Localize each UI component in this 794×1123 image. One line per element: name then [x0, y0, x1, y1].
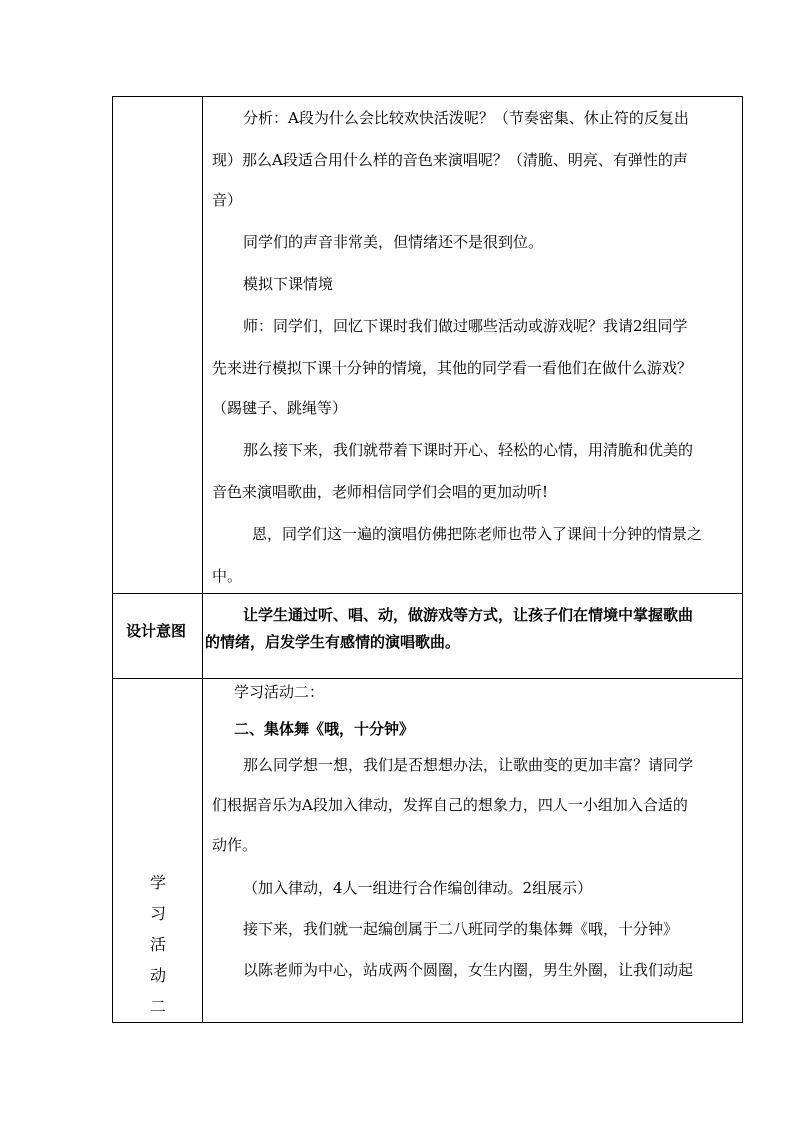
- activity-label-char-4: 动: [149, 966, 166, 985]
- row3-p3-line1: 接下来，我们就一起编创属于二八班同学的集体舞《哦，十分钟》: [243, 920, 679, 938]
- activity-label-char-5: 二: [149, 997, 166, 1016]
- row1-p5-line1: 那么接下来，我们就带着下课时开心、轻松的心情，用清脆和优美的: [243, 441, 694, 459]
- design-intent-label: 设计意图: [126, 622, 187, 640]
- activity-heading: 学习活动二：: [234, 683, 325, 701]
- row1-p1-line1: 分析：A段为什么会比较欢快活泼呢？（节奏密集、休止符的反复出: [243, 109, 689, 127]
- activity-subheading: 二、集体舞《哦，十分钟》: [234, 720, 415, 738]
- row1-p6-line2: 中。: [212, 567, 243, 585]
- activity-label-char-2: 习: [149, 904, 166, 923]
- row-divider-2: [112, 678, 743, 679]
- row3-p1-line2: 们根据音乐为A段加入律动，发挥自己的想象力，四人一小组加入合适的: [212, 796, 688, 814]
- row-divider-1: [112, 593, 743, 594]
- row1-p6-line1: 恩，同学们这一遍的演唱仿佛把陈老师也带入了课间十分钟的情景之: [252, 525, 703, 543]
- row1-p4-line2: 先来进行模拟下课十分钟的情境，其他的同学看一看他们在做什么游戏？: [212, 359, 693, 377]
- column-divider: [202, 96, 203, 1023]
- row1-p1-line3: 音）: [212, 191, 243, 209]
- design-intent-line2: 的情绪，启发学生有感情的演唱歌曲。: [205, 633, 461, 651]
- activity-label-char-3: 活: [149, 935, 166, 954]
- row1-p5-line2: 音色来演唱歌曲，老师相信同学们会唱的更加动听!: [212, 483, 549, 501]
- row1-p4-line3: （踢毽子、跳绳等）: [212, 399, 348, 417]
- row3-p1-line3: 动作。: [212, 836, 258, 854]
- row3-p1-line1: 那么同学想一想，我们是否想想办法，让歌曲变的更加丰富？请同学: [243, 756, 694, 774]
- design-intent-line1: 让学生通过听、唱、动，做游戏等方式，让孩子们在情境中掌握歌曲: [243, 606, 694, 624]
- row1-p3-line1: 模拟下课情境: [243, 275, 334, 293]
- row3-p2-line1: （加入律动，4人一组进行合作编创律动。2组展示）: [243, 879, 593, 897]
- row1-p4-line1: 师：同学们，回忆下课时我们做过哪些活动或游戏呢？我请2组同学: [243, 317, 688, 335]
- row1-p2-line1: 同学们的声音非常美，但情绪还不是很到位。: [243, 233, 544, 251]
- row1-p1-line2: 现）那么A段适合用什么样的音色来演唱呢？（清脆、明亮、有弹性的声: [212, 151, 688, 169]
- row3-p4-line1: 以陈老师为中心，站成两个圆圈，女生内圈，男生外圈，让我们动起: [243, 961, 694, 979]
- activity-label-char-1: 学: [149, 873, 166, 892]
